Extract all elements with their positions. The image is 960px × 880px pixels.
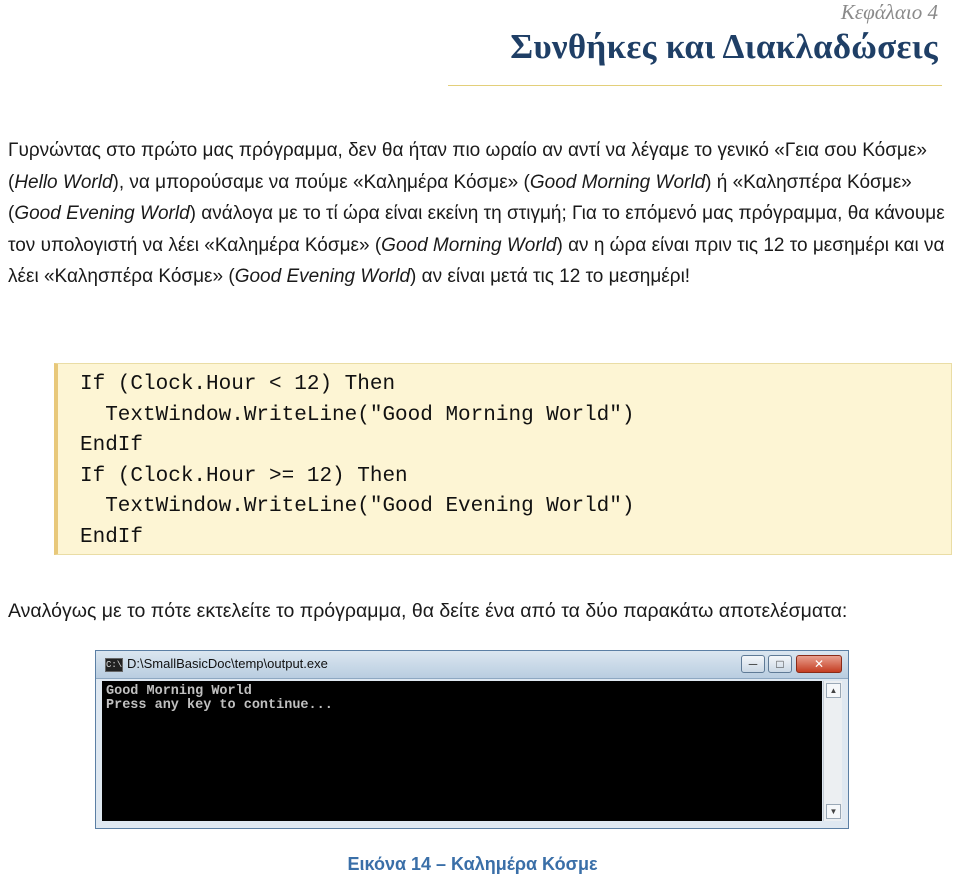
console-window-title: D:\SmallBasicDoc\temp\output.exe	[127, 656, 328, 671]
code-block	[54, 363, 952, 555]
intro-italic-1: Hello World	[14, 171, 113, 193]
intro-italic-3: Good Evening World	[14, 203, 190, 224]
results-lead-text: Αναλόγως με το πότε εκτελείτε το πρόγραμμα, θα δείτε ένα από τα δύο παρακάτω αποτελέσματα:	[8, 600, 848, 622]
close-button[interactable]: ✕	[796, 655, 842, 673]
intro-text-1: Γυρνώντας στο πρώτο μας πρόγραμμα, δεν θα ήταν πιο ωραίο αν αντί να λέγαμε το γενικό «Γεια σου Κόσμε» (	[8, 140, 927, 193]
code-line: EndIf	[80, 525, 144, 549]
console-window	[95, 650, 849, 829]
scroll-down-arrow-icon[interactable]: ▼	[826, 804, 841, 819]
console-titlebar[interactable]	[96, 651, 848, 679]
intro-text-2: ), να μπορούσαμε να πούμε «Καλημέρα Κόσμε» (	[112, 171, 530, 193]
minimize-button[interactable]: ─	[741, 655, 765, 673]
code-line: If (Clock.Hour < 12) Then	[80, 373, 396, 396]
intro-text-5: ) αν η ώρα είναι πριν τις 12 το μεσημέρι και να λέει «Καλησπέρα Κόσμε» (	[8, 234, 945, 287]
title-rule	[448, 85, 942, 86]
intro-italic-2: Good Morning World	[529, 171, 706, 193]
cmd-icon: C:\	[106, 660, 123, 670]
maximize-button[interactable]: □	[768, 655, 792, 673]
chapter-label: Κεφάλαιο 4	[840, 0, 938, 24]
console-output-line: Press any key to continue...	[106, 698, 333, 713]
intro-italic-5: Good Evening World	[234, 266, 411, 287]
code-line: EndIf	[80, 434, 144, 458]
intro-text-4: ) ανάλογα με το τί ώρα είναι εκείνη τη στιγμή; Για το επόμενό μας πρόγραμμα, θα κάνουμε τον υπολογιστή να λέει «Καλημέρα Κόσμε» (	[8, 203, 945, 256]
intro-text-6: ) αν είναι μετά τις 12 το μεσημέρι!	[410, 266, 691, 287]
intro-text-3: ) ή «Καλησπέρα Κόσμε» (	[8, 171, 912, 224]
console-screen[interactable]	[102, 681, 822, 821]
code-line: TextWindow.WriteLine("Good Evening World")	[80, 495, 635, 519]
vertical-scrollbar[interactable]	[823, 681, 842, 821]
intro-paragraph	[8, 135, 953, 293]
page-title: Συνθήκες και Διακλαδώσεις	[510, 27, 938, 66]
figure-caption: Εικόνα 14 – Καλημέρα Κόσμε	[347, 854, 598, 874]
code-line: TextWindow.WriteLine("Good Morning World")	[80, 403, 635, 427]
code-line: If (Clock.Hour >= 12) Then	[80, 464, 408, 488]
console-output-line: Good Morning World	[106, 684, 252, 699]
intro-italic-4: Good Morning World	[381, 234, 557, 256]
scroll-up-arrow-icon[interactable]: ▲	[826, 683, 841, 698]
